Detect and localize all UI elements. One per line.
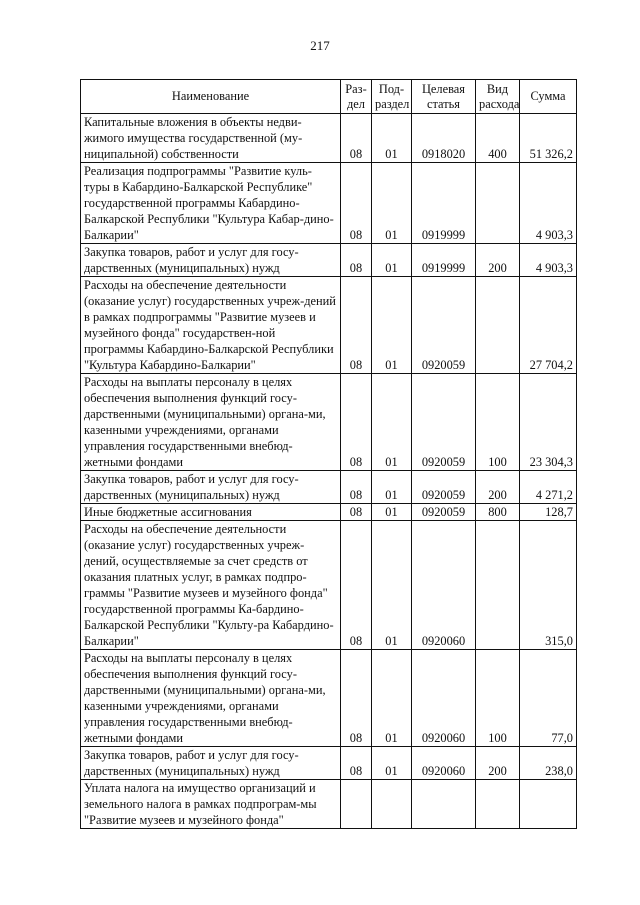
cell-sum: 4 271,2	[520, 471, 577, 504]
cell-target: 0920059	[412, 504, 476, 521]
cell-sum	[520, 780, 577, 829]
cell-section	[341, 780, 372, 829]
cell-sum: 315,0	[520, 521, 577, 650]
cell-sum: 77,0	[520, 650, 577, 747]
table-row	[81, 374, 577, 471]
cell-name: Закупка товаров, работ и услуг для госу-дарственных (муниципальных) нужд	[81, 244, 341, 277]
cell-name: Закупка товаров, работ и услуг для госу-дарственных (муниципальных) нужд	[81, 747, 341, 780]
cell-subsection: 01	[372, 277, 412, 374]
table-row	[81, 244, 577, 277]
cell-section: 08	[341, 504, 372, 521]
table-row	[81, 521, 577, 650]
page-number: 217	[310, 38, 330, 53]
cell-name: Расходы на выплаты персоналу в целях обеспечения выполнения функций госу-дарственными (муниципальными) органа-ми, казенными учреждениями, органами управления государственными внебюд-жетными фондами	[81, 374, 341, 471]
cell-target: 0920060	[412, 650, 476, 747]
table-row	[81, 277, 577, 374]
table-row	[81, 747, 577, 780]
cell-subsection	[372, 780, 412, 829]
cell-subsection: 01	[372, 471, 412, 504]
cell-section: 08	[341, 163, 372, 244]
cell-expense-type: 400	[476, 114, 520, 163]
cell-expense-type: 800	[476, 504, 520, 521]
cell-sum: 51 326,2	[520, 114, 577, 163]
header-target: Целевая статья	[412, 80, 476, 114]
cell-section: 08	[341, 244, 372, 277]
table-row	[81, 471, 577, 504]
cell-name: Закупка товаров, работ и услуг для госу-дарственных (муниципальных) нужд	[81, 471, 341, 504]
header-name: Наименование	[81, 80, 341, 114]
cell-target: 0920060	[412, 747, 476, 780]
cell-section: 08	[341, 471, 372, 504]
header-section: Раз-дел	[341, 80, 372, 114]
cell-name: Капитальные вложения в объекты недви-жимого имущества государственной (му-ниципальной) собственности	[81, 114, 341, 163]
cell-target: 0918020	[412, 114, 476, 163]
cell-expense-type	[476, 521, 520, 650]
cell-section: 08	[341, 747, 372, 780]
cell-target: 0920059	[412, 471, 476, 504]
cell-section: 08	[341, 374, 372, 471]
cell-sum: 128,7	[520, 504, 577, 521]
cell-name: Реализация подпрограммы "Развитие куль-туры в Кабардино-Балкарской Республике" государственной программы Кабардино-Балкарской Республики "Культура Кабар-дино-Балкарии"	[81, 163, 341, 244]
cell-sum: 4 903,3	[520, 163, 577, 244]
cell-name: Расходы на обеспечение деятельности (оказание услуг) государственных учреж-дений, осуществляемые за счет средств от оказания платных услуг, в рамках подпро-граммы "Развитие музеев и музейного фонда" государственной программы Ка-бардино-Балкарской Республики "Культу-ра Кабардино-Балкарии"	[81, 521, 341, 650]
cell-section: 08	[341, 114, 372, 163]
cell-expense-type: 100	[476, 650, 520, 747]
cell-subsection: 01	[372, 163, 412, 244]
cell-sum: 23 304,3	[520, 374, 577, 471]
table-row	[81, 163, 577, 244]
cell-name: Уплата налога на имущество организаций и земельного налога в рамках подпрограм-мы "Развитие музеев и музейного фонда"	[81, 780, 341, 829]
cell-subsection: 01	[372, 504, 412, 521]
cell-expense-type	[476, 277, 520, 374]
cell-name: Расходы на обеспечение деятельности (оказание услуг) государственных учреж-дений в рамках подпрограммы "Развитие музеев и музейного фонда" государствен-ной программы Кабардино-Балкарской Республики "Культура Кабардино-Балкарии"	[81, 277, 341, 374]
cell-section: 08	[341, 277, 372, 374]
budget-table	[80, 79, 577, 829]
cell-name: Расходы на выплаты персоналу в целях обеспечения выполнения функций госу-дарственными (муниципальными) органа-ми, казенными учреждениями, органами управления государственными внебюд-жетными фондами	[81, 650, 341, 747]
cell-subsection: 01	[372, 747, 412, 780]
cell-subsection: 01	[372, 521, 412, 650]
cell-subsection: 01	[372, 650, 412, 747]
table-row	[81, 780, 577, 829]
header-expense-type: Вид расхода	[476, 80, 520, 114]
cell-subsection: 01	[372, 114, 412, 163]
cell-expense-type: 100	[476, 374, 520, 471]
cell-expense-type: 200	[476, 747, 520, 780]
cell-target: 0920059	[412, 277, 476, 374]
table-row	[81, 504, 577, 521]
cell-sum: 4 903,3	[520, 244, 577, 277]
header-sum: Сумма	[520, 80, 577, 114]
table-body	[81, 114, 577, 829]
table-header-row	[81, 80, 577, 114]
header-subsection: Под-раздел	[372, 80, 412, 114]
cell-expense-type: 200	[476, 471, 520, 504]
cell-target: 0920060	[412, 521, 476, 650]
cell-target	[412, 780, 476, 829]
cell-subsection: 01	[372, 374, 412, 471]
cell-target: 0919999	[412, 244, 476, 277]
cell-expense-type	[476, 780, 520, 829]
cell-expense-type: 200	[476, 244, 520, 277]
cell-name: Иные бюджетные ассигнования	[81, 504, 341, 521]
cell-expense-type	[476, 163, 520, 244]
cell-section: 08	[341, 521, 372, 650]
table-row	[81, 114, 577, 163]
cell-subsection: 01	[372, 244, 412, 277]
cell-section: 08	[341, 650, 372, 747]
cell-sum: 27 704,2	[520, 277, 577, 374]
table-row	[81, 650, 577, 747]
cell-target: 0920059	[412, 374, 476, 471]
cell-sum: 238,0	[520, 747, 577, 780]
cell-target: 0919999	[412, 163, 476, 244]
